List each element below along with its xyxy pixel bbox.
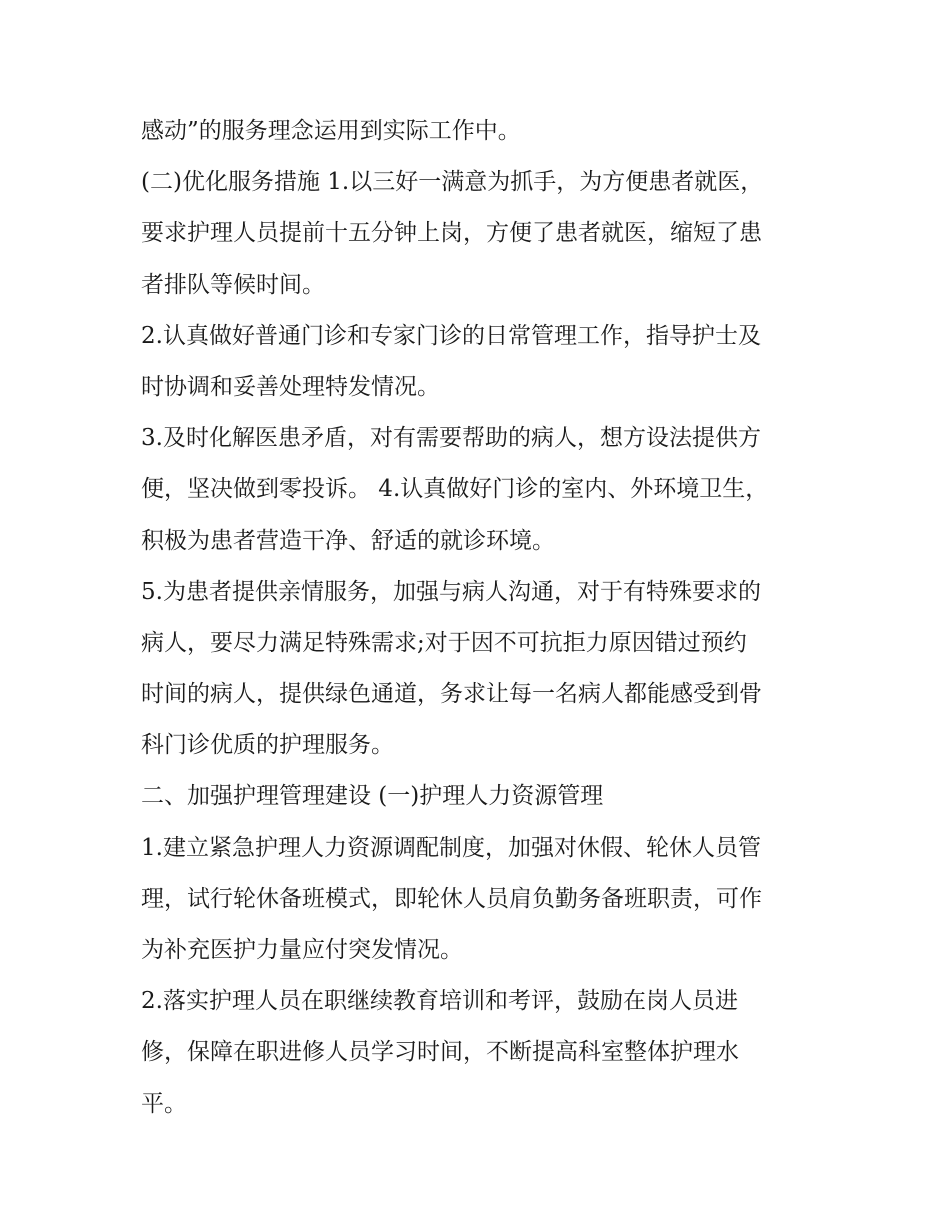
text-line: 2.落实护理人员在职继续教育培训和考评，鼓励在岗人员进: [141, 988, 738, 1015]
text-line: 科门诊优质的护理服务。: [141, 732, 394, 759]
text-line: 修，保障在职进修人员学习时间，不断提高科室整体护理水: [141, 1039, 739, 1066]
text-line: 感动”的服务理念运用到实际工作中。: [141, 118, 521, 144]
text-line: 时间的病人，提供绿色通道，务求让每一名病人都能感受到骨: [141, 681, 762, 708]
text-line: 平。: [141, 1090, 187, 1117]
text-line: 理，试行轮休备班模式，即轮休人员肩负勤务备班职责，可作: [141, 885, 762, 912]
text-line: 1.建立紧急护理人力资源调配制度，加强对休假、轮休人员管: [141, 834, 761, 861]
text-line: 积极为患者营造干净、舒适的就诊环境。: [141, 527, 555, 554]
text-line: 便，坚决做到零投诉。 4.认真做好门诊的室内、外环境卫生，: [141, 476, 769, 503]
text-line: 2.认真做好普通门诊和专家门诊的日常管理工作，指导护士及: [141, 322, 761, 349]
text-line: 为补充医护力量应付突发情况。: [141, 937, 463, 963]
document-body: [141, 106, 821, 1130]
text-line: 要求护理人员提前十五分钟上岗，方便了患者就医，缩短了患: [141, 220, 762, 247]
text-line: (二)优化服务措施 1.以三好一满意为抓手，为方便患者就医，: [141, 169, 764, 196]
text-line: 5.为患者提供亲情服务，加强与病人沟通，对于有特殊要求的: [141, 578, 761, 605]
text-line: 时协调和妥善处理特发情况。: [141, 373, 440, 400]
text-line: 者排队等候时间。: [141, 271, 325, 298]
section-heading: 二、加强护理管理建设 (一)护理人力资源管理: [141, 783, 604, 810]
text-line: 病人，要尽力满足特殊需求;对于因不可抗拒力原因错过预约: [141, 629, 747, 656]
text-line: 3.及时化解医患矛盾，对有需要帮助的病人，想方设法提供方: [141, 425, 761, 452]
